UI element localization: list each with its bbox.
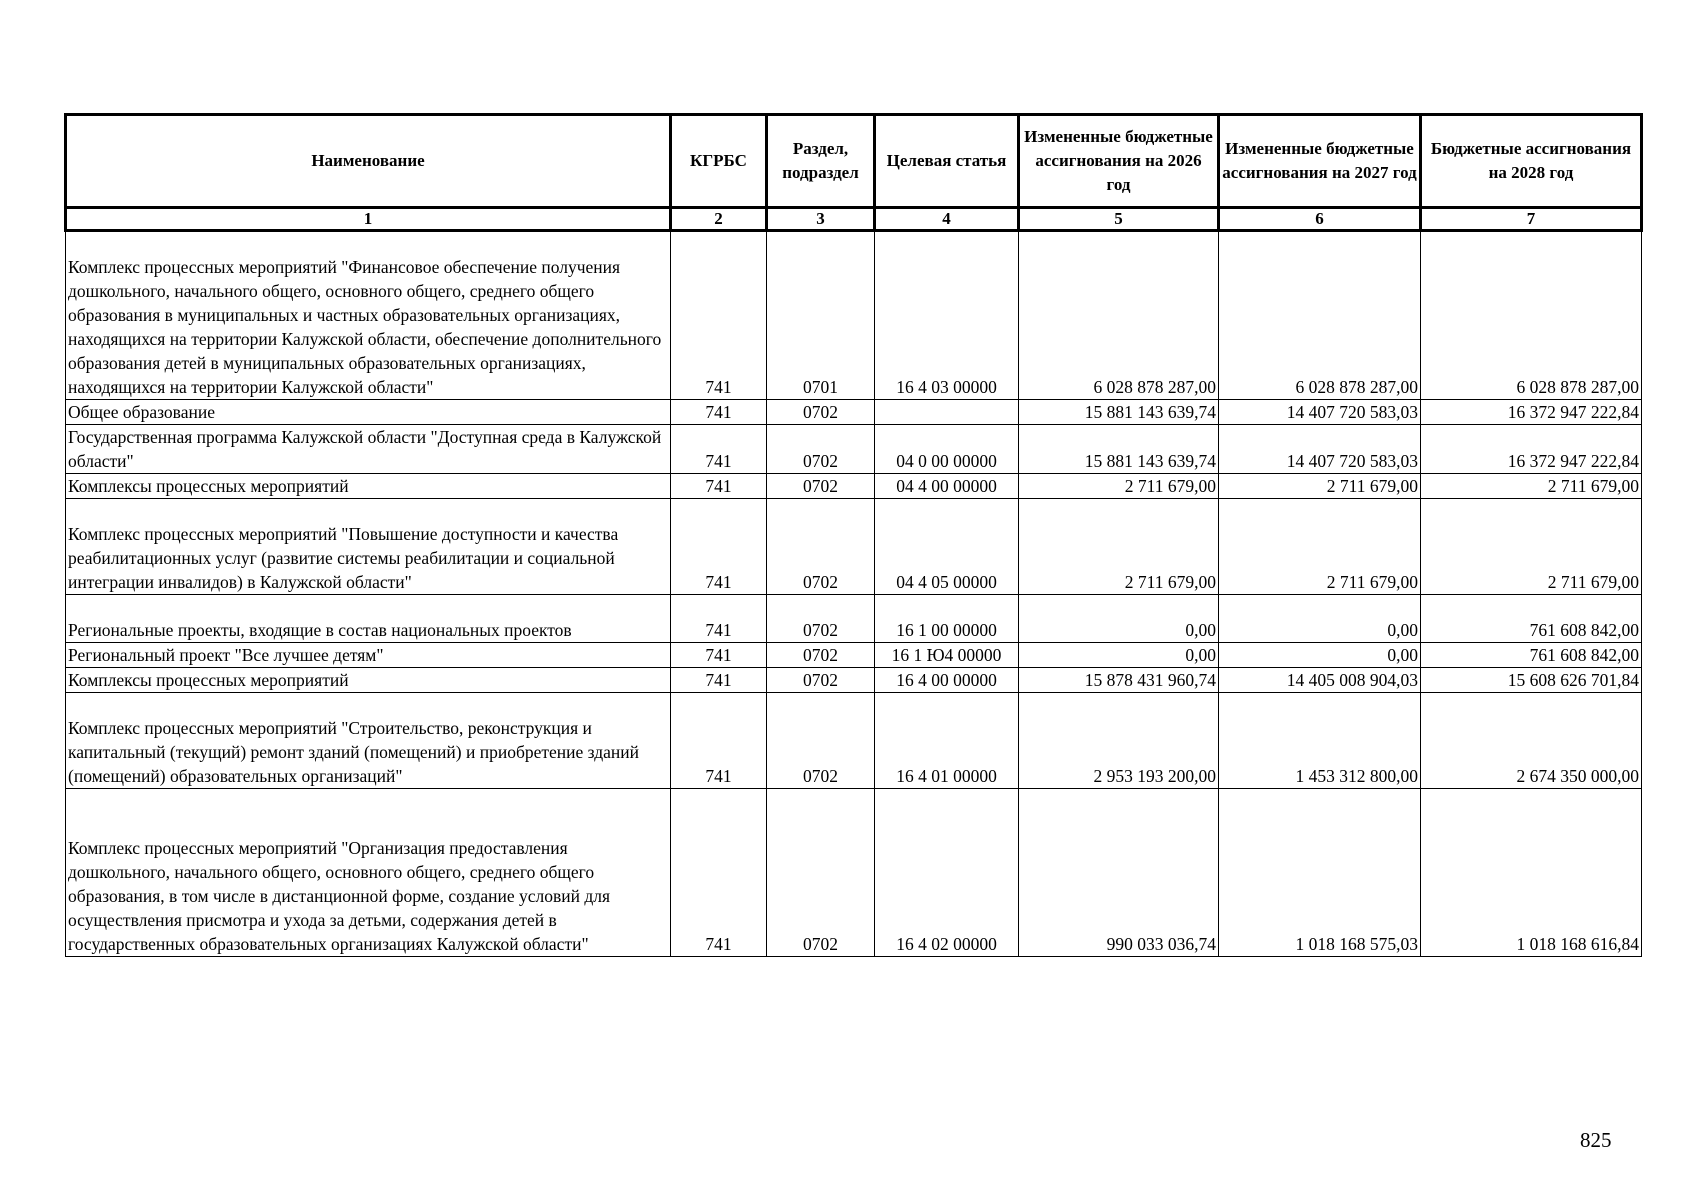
- row-grbs: 741: [671, 668, 767, 693]
- header-2028: Бюджетные ассигнования на 2028 год: [1421, 115, 1642, 208]
- row-section: 0702: [767, 643, 875, 668]
- table-row: [66, 231, 1642, 400]
- row-2026: 15 881 143 639,74: [1019, 400, 1219, 425]
- table-row: [66, 643, 1642, 668]
- row-section: 0702: [767, 400, 875, 425]
- row-2028: 15 608 626 701,84: [1421, 668, 1642, 693]
- row-2027: 6 028 878 287,00: [1219, 231, 1421, 400]
- row-target: 04 4 00 00000: [875, 474, 1019, 499]
- table-row: [66, 474, 1642, 499]
- row-2028: 2 711 679,00: [1421, 499, 1642, 595]
- column-number: 3: [767, 208, 875, 231]
- row-section: 0702: [767, 668, 875, 693]
- row-2027: 1 453 312 800,00: [1219, 693, 1421, 789]
- column-number: 6: [1219, 208, 1421, 231]
- column-number: 2: [671, 208, 767, 231]
- row-section: 0701: [767, 231, 875, 400]
- row-name: Региональный проект "Все лучшее детям": [66, 643, 671, 668]
- row-grbs: 741: [671, 595, 767, 643]
- header-target: Целевая статья: [875, 115, 1019, 208]
- header-2026: Измененные бюджетные ассигнования на 2026 год: [1019, 115, 1219, 208]
- row-name: Региональные проекты, входящие в состав национальных проектов: [66, 595, 671, 643]
- table-row: [66, 693, 1642, 789]
- row-name: Государственная программа Калужской области "Доступная среда в Калужской области": [66, 425, 671, 474]
- header-row: [66, 115, 1642, 208]
- row-grbs: 741: [671, 231, 767, 400]
- row-grbs: 741: [671, 400, 767, 425]
- row-grbs: 741: [671, 643, 767, 668]
- row-name: Общее образование: [66, 400, 671, 425]
- row-name: Комплексы процессных мероприятий: [66, 668, 671, 693]
- budget-sheet: [64, 113, 1640, 957]
- budget-table: [64, 113, 1643, 957]
- row-2026: 2 711 679,00: [1019, 474, 1219, 499]
- row-section: 0702: [767, 474, 875, 499]
- row-2026: 15 881 143 639,74: [1019, 425, 1219, 474]
- row-target: 16 4 02 00000: [875, 789, 1019, 957]
- table-row: [66, 668, 1642, 693]
- header-2027: Измененные бюджетные ассигнования на 2027 год: [1219, 115, 1421, 208]
- row-name: Комплекс процессных мероприятий "Строительство, реконструкция и капитальный (текущий) ремонт зданий (помещений) и приобретение зданий (помещений) образовательных организаций": [66, 693, 671, 789]
- row-target: 16 1 Ю4 00000: [875, 643, 1019, 668]
- row-name: Комплекс процессных мероприятий "Повышение доступности и качества реабилитационных услуг (развитие системы реабилитации и социальной интеграции инвалидов) в Калужской области": [66, 499, 671, 595]
- row-2026: 15 878 431 960,74: [1019, 668, 1219, 693]
- column-number: 5: [1019, 208, 1219, 231]
- page-number: 825: [1580, 1128, 1612, 1152]
- row-2027: 2 711 679,00: [1219, 474, 1421, 499]
- row-grbs: 741: [671, 789, 767, 957]
- row-2028: 761 608 842,00: [1421, 643, 1642, 668]
- row-2028: 2 711 679,00: [1421, 474, 1642, 499]
- row-target: 04 4 05 00000: [875, 499, 1019, 595]
- table-row: [66, 425, 1642, 474]
- row-2028: 761 608 842,00: [1421, 595, 1642, 643]
- row-name: Комплекс процессных мероприятий "Организация предоставления дошкольного, начального общего, основного общего, среднего общего образования, в том числе в дистанционной форме, создание условий для осуществления присмотра и ухода за детьми, содержания детей в государственных образовательных организациях Калужской области": [66, 789, 671, 957]
- row-2028: 2 674 350 000,00: [1421, 693, 1642, 789]
- row-section: 0702: [767, 499, 875, 595]
- row-2028: 16 372 947 222,84: [1421, 400, 1642, 425]
- row-2027: 2 711 679,00: [1219, 499, 1421, 595]
- table-row: [66, 499, 1642, 595]
- row-section: 0702: [767, 789, 875, 957]
- row-name: Комплекс процессных мероприятий "Финансовое обеспечение получения дошкольного, начального общего, основного общего, среднего общего образования в муниципальных и частных образовательных организациях, находящихся на территории Калужской области, обеспечение дополнительного образования детей в муниципальных образовательных организациях, находящихся на территории Калужской области": [66, 231, 671, 400]
- row-2027: 14 407 720 583,03: [1219, 400, 1421, 425]
- row-2026: 0,00: [1019, 595, 1219, 643]
- table-row: [66, 595, 1642, 643]
- table-row: [66, 400, 1642, 425]
- column-number-row: [66, 208, 1642, 231]
- row-target: 04 0 00 00000: [875, 425, 1019, 474]
- row-section: 0702: [767, 595, 875, 643]
- row-grbs: 741: [671, 499, 767, 595]
- row-2028: 6 028 878 287,00: [1421, 231, 1642, 400]
- row-2028: 1 018 168 616,84: [1421, 789, 1642, 957]
- row-section: 0702: [767, 693, 875, 789]
- row-2026: 2 953 193 200,00: [1019, 693, 1219, 789]
- row-2026: 6 028 878 287,00: [1019, 231, 1219, 400]
- row-2026: 2 711 679,00: [1019, 499, 1219, 595]
- row-grbs: 741: [671, 693, 767, 789]
- row-target: 16 1 00 00000: [875, 595, 1019, 643]
- row-2027: 0,00: [1219, 595, 1421, 643]
- row-target: 16 4 00 00000: [875, 668, 1019, 693]
- row-target: 16 4 03 00000: [875, 231, 1019, 400]
- column-number: 7: [1421, 208, 1642, 231]
- row-target: 16 4 01 00000: [875, 693, 1019, 789]
- row-2027: 1 018 168 575,03: [1219, 789, 1421, 957]
- column-number: 1: [66, 208, 671, 231]
- row-2026: 990 033 036,74: [1019, 789, 1219, 957]
- row-2028: 16 372 947 222,84: [1421, 425, 1642, 474]
- row-2026: 0,00: [1019, 643, 1219, 668]
- row-name: Комплексы процессных мероприятий: [66, 474, 671, 499]
- row-2027: 14 405 008 904,03: [1219, 668, 1421, 693]
- header-name: Наименование: [66, 115, 671, 208]
- row-section: 0702: [767, 425, 875, 474]
- header-grbs: КГРБС: [671, 115, 767, 208]
- row-2027: 14 407 720 583,03: [1219, 425, 1421, 474]
- row-grbs: 741: [671, 425, 767, 474]
- column-number: 4: [875, 208, 1019, 231]
- row-grbs: 741: [671, 474, 767, 499]
- row-target: [875, 400, 1019, 425]
- table-row: [66, 789, 1642, 957]
- header-section: Раздел, подраздел: [767, 115, 875, 208]
- row-2027: 0,00: [1219, 643, 1421, 668]
